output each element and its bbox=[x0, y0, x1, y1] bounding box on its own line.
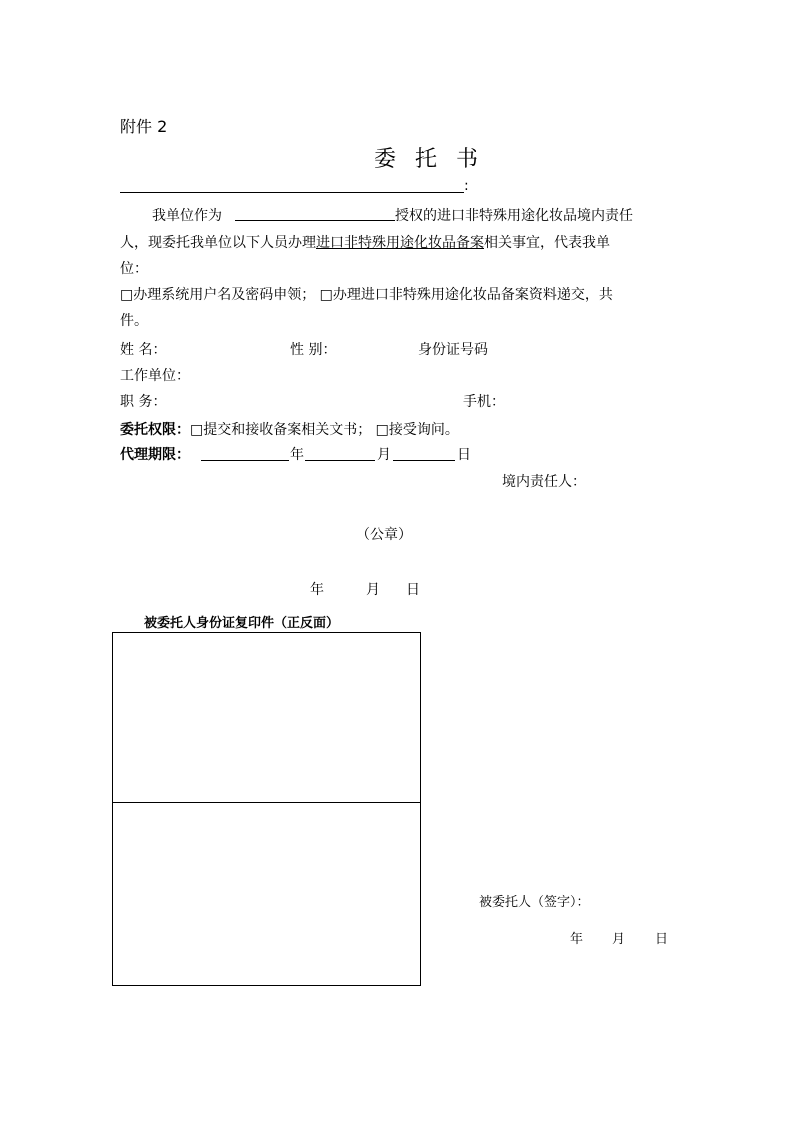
addressee-colon: : bbox=[464, 178, 469, 194]
responsible-person-label: 境内责任人： bbox=[502, 474, 586, 490]
para1-line3: 位： bbox=[120, 261, 148, 277]
authority-row bbox=[120, 419, 459, 439]
addressee-blank bbox=[120, 192, 464, 193]
authority-label: 委托权限： bbox=[120, 422, 190, 438]
period-label: 代理期限： bbox=[120, 447, 190, 463]
id-copy-front-box bbox=[112, 632, 421, 803]
field-position-label: 职 务： bbox=[120, 394, 167, 410]
period-day: 日 bbox=[457, 447, 471, 463]
period-month: 月 bbox=[377, 447, 391, 463]
authority-text: □提交和接收备案相关文书； □接受询问。 bbox=[190, 422, 459, 438]
field-name-label: 姓 名： bbox=[120, 342, 167, 358]
period-month-blank bbox=[305, 460, 375, 461]
field-id-number-label: 身份证号码 bbox=[418, 342, 488, 358]
document-title: 委 托 书 bbox=[374, 147, 484, 172]
para1-after-blank: 授权的进口非特殊用途化妆品境内责任 bbox=[395, 208, 633, 224]
field-phone-label: 手机： bbox=[463, 394, 505, 410]
para1-line2-pre: 人，现委托我单位以下人员办理 bbox=[120, 235, 316, 251]
para2-line1: □办理系统用户名及密码申领； □办理进口非特殊用途化妆品备案资料递交，共 bbox=[120, 287, 613, 303]
para1-line2-post: 相关事宜，代表我单 bbox=[484, 235, 610, 251]
para1-lead: 我单位作为 bbox=[152, 208, 222, 224]
id-copy-caption: 被委托人身份证复印件（正反面） bbox=[144, 616, 340, 631]
period-year: 年 bbox=[290, 447, 304, 463]
para2-line2: 件。 bbox=[120, 313, 148, 329]
field-gender-label: 性 别： bbox=[290, 342, 337, 358]
field-work-unit-label: 工作单位： bbox=[120, 368, 190, 384]
period-year-blank bbox=[201, 460, 289, 461]
period-day-blank bbox=[393, 460, 455, 461]
para1-line2-underlined: 进口非特殊用途化妆品备案 bbox=[316, 235, 484, 251]
attachment-label: 附件 2 bbox=[120, 117, 168, 136]
id-copy-back-box bbox=[112, 802, 421, 986]
date-center-year: 年 bbox=[310, 582, 324, 598]
date-right-month: 月 bbox=[612, 932, 626, 947]
date-center-day: 日 bbox=[406, 582, 420, 598]
para1-blank bbox=[235, 220, 395, 221]
date-center-month: 月 bbox=[366, 582, 380, 598]
date-right-day: 日 bbox=[655, 932, 669, 947]
seal-label: （公章） bbox=[356, 527, 412, 543]
date-right-year: 年 bbox=[570, 932, 584, 947]
para1-line2 bbox=[120, 232, 610, 252]
signature-label: 被委托人（签字）： bbox=[479, 895, 590, 910]
